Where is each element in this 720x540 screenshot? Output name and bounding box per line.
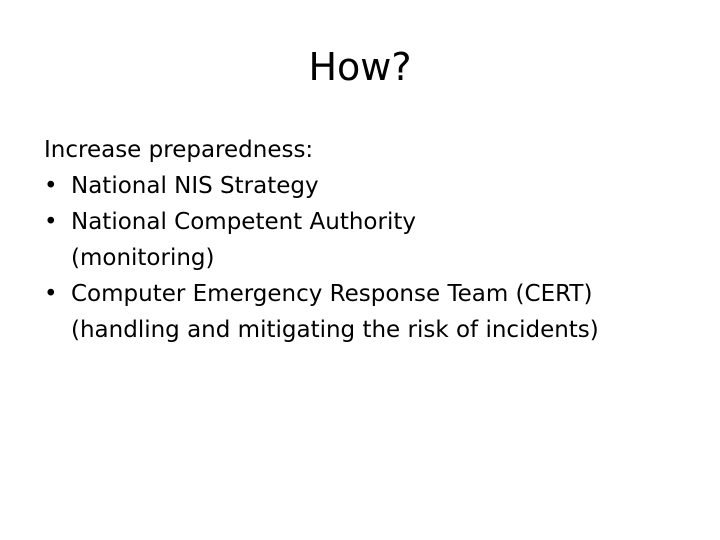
bullet-line: (handling and mitigating the risk of incidents) <box>71 317 599 343</box>
bullet-icon: • <box>44 209 58 235</box>
bullet-line: National Competent Authority <box>71 209 416 235</box>
bullet-item-cert <box>44 276 684 348</box>
bullet-list <box>44 168 684 348</box>
bullet-line: Computer Emergency Response Team (CERT) <box>71 281 593 307</box>
bullet-line: National NIS Strategy <box>71 173 319 199</box>
intro-text: Increase preparedness: <box>44 137 314 163</box>
bullet-item-nis-strategy <box>44 168 684 204</box>
bullet-line: (monitoring) <box>71 245 215 271</box>
bullet-icon: • <box>44 281 58 307</box>
bullet-icon: • <box>44 173 58 199</box>
slide-content <box>44 132 684 348</box>
bullet-item-competent-authority <box>44 204 684 276</box>
slide-title: How? <box>308 45 412 89</box>
